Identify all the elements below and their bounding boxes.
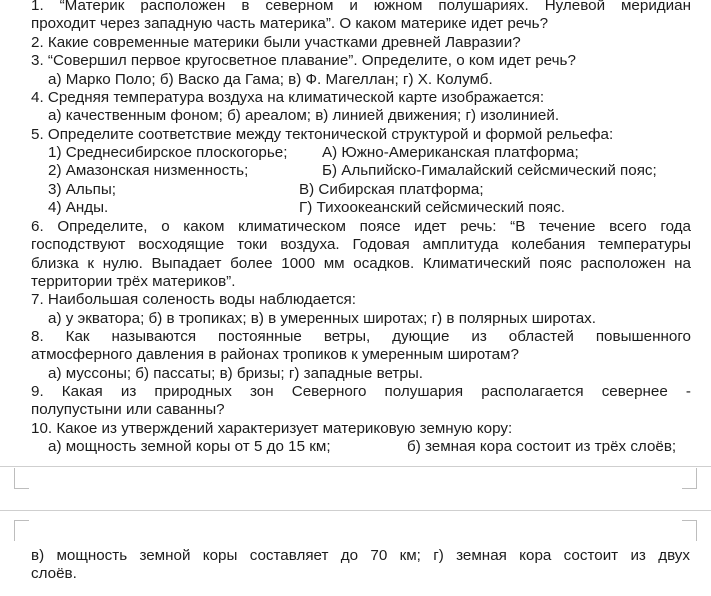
q10-option-c-line1: в) мощность земной коры составляет до 70 км; г) земная кора состоит из двух — [31, 547, 690, 564]
q1-line2: проходит через западную часть материка”. О каком материке идет речь? — [31, 15, 549, 32]
q3-options: а) Марко Поло; б) Васко да Гама; в) Ф. Магеллан; г) Х. Колумб. — [48, 71, 493, 88]
page-break-bottom-line — [0, 510, 711, 511]
q1-line1: 1. “Материк расположен в северном и южном полушариях. Нулевой меридиан — [31, 0, 691, 14]
q10-option-b: б) земная кора состоит из трёх слоёв; — [407, 438, 677, 455]
q6-line4: территории трёх материков”. — [31, 273, 236, 290]
q3-question: 3. “Совершил первое кругосветное плавание”. Определите, о ком идет речь? — [31, 52, 576, 69]
q6-line3: близка к нулю. Выпадает более 1000 мм осадков. Климатический пояс расположен на — [31, 255, 691, 272]
q9-line2: полупустыни или саванны? — [31, 401, 225, 418]
q5-right-2: Б) Альпийско-Гималайский сейсмический пояс; — [322, 162, 657, 179]
q6-line1: 6. Определите, о каком климатическом поясе идет речь: “В течение всего года — [31, 218, 691, 235]
q5-right-4: Г) Тихоокеанский сейсмический пояс. — [299, 199, 565, 216]
q7-question: 7. Наибольшая соленость воды наблюдается: — [31, 291, 356, 308]
q8-line2: атмосферного давления в районах тропиков к умеренным широтам? — [31, 346, 519, 363]
q9-line1: 9. Какая из природных зон Северного полушария располагается севернее - — [31, 383, 691, 400]
q10-question: 10. Какое из утверждений характеризует материковую земную кору: — [31, 420, 513, 437]
page-break-top-line — [0, 466, 711, 467]
q6-line2: господствуют восходящие токи воздуха. Годовая амплитуда колебания температуры — [31, 236, 691, 253]
q5-question: 5. Определите соответствие между тектонической структурой и формой рельефа: — [31, 126, 614, 143]
q5-left-1: 1) Среднесибирское плоскогорье; — [48, 144, 288, 161]
page-corner-bottom-left — [14, 468, 29, 489]
q5-left-2: 2) Амазонская низменность; — [48, 162, 249, 179]
q5-right-1: А) Южно-Американская платформа; — [322, 144, 579, 161]
page-corner-bottom-right — [682, 468, 697, 489]
q5-right-3: В) Сибирская платформа; — [299, 181, 484, 198]
q10-option-c-line2: слоёв. — [31, 565, 77, 582]
q4-question: 4. Средняя температура воздуха на климатической карте изображается: — [31, 89, 545, 106]
q7-options: а) у экватора; б) в тропиках; в) в умеренных широтах; г) в полярных широтах. — [48, 310, 596, 327]
q8-line1: 8. Как называются постоянные ветры, дующие из областей повышенного — [31, 328, 691, 345]
q10-option-a: а) мощность земной коры от 5 до 15 км; — [48, 438, 331, 455]
q5-left-4: 4) Анды. — [48, 199, 109, 216]
q5-left-3: 3) Альпы; — [48, 181, 116, 198]
page-corner-top-left — [14, 520, 29, 541]
page-corner-top-right — [682, 520, 697, 541]
q4-options: а) качественным фоном; б) ареалом; в) линией движения; г) изолинией. — [48, 107, 560, 124]
q8-options: а) муссоны; б) пассаты; в) бризы; г) западные ветры. — [48, 365, 423, 382]
q2-text: 2. Какие современные материки были участками древней Лавразии? — [31, 34, 521, 51]
